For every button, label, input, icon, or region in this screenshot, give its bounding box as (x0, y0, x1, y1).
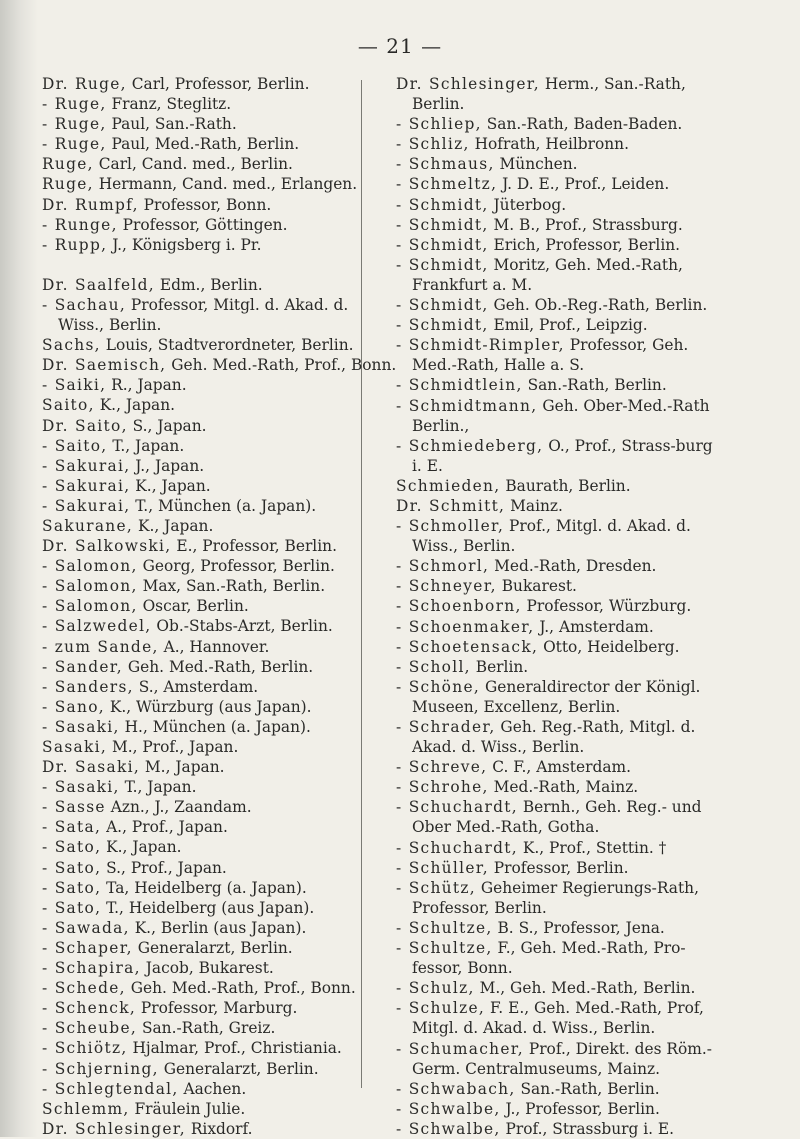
member-details: Jüterbog. (488, 195, 567, 214)
member-details: A., Prof., Japan. (101, 818, 228, 837)
member-entry (42, 858, 360, 878)
member-details: Franz, Steglitz. (106, 95, 232, 114)
member-details: F. E., Geh. Med.-Rath, Prof, Mitgl. d. Akad. d. Wiss., Berlin. (412, 999, 704, 1038)
member-surname: - Schmidt, (396, 255, 489, 274)
member-details: Geh. Med.-Rath, Prof., Bonn. (166, 356, 397, 375)
member-details: Erich, Professor, Berlin. (488, 235, 681, 254)
member-entry (396, 154, 718, 174)
member-entry (396, 777, 718, 797)
member-surname: - Salomon, (42, 557, 138, 576)
member-entry (396, 335, 718, 375)
member-entry (396, 998, 718, 1038)
member-details: Ta, Heidelberg (a. Japan). (101, 878, 307, 897)
member-details: Professor, Marburg. (136, 999, 298, 1018)
member-details: J., Japan. (130, 456, 205, 475)
member-entry (42, 677, 360, 697)
member-details: Carl, Professor, Berlin. (126, 75, 310, 93)
member-entry (42, 516, 360, 536)
member-entry (42, 335, 360, 355)
member-surname: - Schrohe, (396, 778, 489, 797)
member-entry (396, 757, 718, 777)
member-entry (396, 114, 718, 134)
member-details: M., Japan. (140, 758, 225, 777)
member-surname: Dr. Salkowski, (42, 537, 172, 556)
member-surname: - Schmidt, (396, 316, 489, 335)
member-entry (42, 436, 360, 456)
member-details: T., München (a. Japan). (130, 496, 317, 515)
member-surname: - Schliz, (396, 135, 470, 154)
member-surname: Sakurane, (42, 516, 134, 535)
member-entry (396, 1039, 718, 1079)
member-surname: Ruge, (42, 175, 94, 194)
member-entry (42, 174, 360, 194)
member-details: München. (494, 155, 578, 174)
member-surname: Dr. Saemisch, (42, 356, 167, 375)
member-entry (42, 837, 360, 857)
member-entry (396, 195, 718, 215)
member-surname: - Schreve, (396, 758, 488, 777)
member-surname: - Schöne, (396, 677, 481, 696)
left-column (42, 74, 397, 1139)
member-details: Louis, Stadtverordneter, Berlin. (100, 336, 354, 355)
member-details: E., Professor, Berlin. (171, 537, 337, 556)
member-entry (42, 375, 360, 395)
member-surname: - Schulz, (396, 979, 475, 998)
member-details: Generaldirector der Königl. Museen, Excellenz, Berlin. (412, 677, 701, 716)
member-details: R., Japan. (106, 376, 187, 395)
member-entry (396, 215, 718, 235)
member-details: J. D. E., Prof., Leiden. (497, 175, 670, 194)
member-surname: - Schumacher, (396, 1039, 524, 1058)
member-surname: - Schjerning, (42, 1059, 159, 1078)
member-details: Professor, Berlin. (488, 858, 629, 877)
member-surname: - Schlegtendal, (42, 1079, 179, 1098)
member-surname: - Schwalbe, (396, 1099, 501, 1118)
member-details: K., Berlin (aus Japan). (129, 918, 307, 937)
member-entry (42, 1018, 360, 1038)
member-entry (396, 858, 718, 878)
member-entry (42, 918, 360, 938)
member-surname: - Sasaki, (42, 717, 120, 736)
member-entry (396, 938, 718, 978)
member-surname: - Runge, (42, 215, 118, 234)
member-surname: - Schiötz, (42, 1039, 128, 1058)
member-entry (42, 476, 360, 496)
member-details: Med.-Rath, Dresden. (489, 557, 657, 576)
member-surname: - Schmidtmann, (396, 396, 538, 415)
member-surname: Dr. Schlesinger, (42, 1119, 186, 1138)
member-details: T., Heidelberg (aus Japan). (101, 898, 315, 917)
member-surname: - Sakurai, (42, 456, 131, 475)
member-surname: - Sato, (42, 858, 102, 877)
member-details: Generalarzt, Berlin. (132, 938, 293, 957)
member-details: Med.-Rath, Mainz. (488, 778, 639, 797)
member-entry (396, 476, 718, 496)
member-surname: - Schaper, (42, 938, 133, 957)
member-details: Edm., Berlin. (154, 275, 263, 294)
member-entry (42, 717, 360, 737)
member-surname: - Sasse (42, 798, 106, 817)
member-details: Oscar, Berlin. (137, 597, 249, 616)
member-details: Emil, Prof., Leipzig. (488, 316, 648, 335)
member-entry (42, 1099, 360, 1119)
member-details: M., Geh. Med.-Rath, Berlin. (474, 979, 696, 998)
member-surname: - Salomon, (42, 597, 138, 616)
member-surname: - Schneyer, (396, 577, 497, 596)
member-entry (396, 797, 718, 837)
member-details: S., Prof., Japan. (101, 858, 227, 877)
member-details: Moritz, Geh. Med.-Rath, Frankfurt a. M. (412, 255, 683, 294)
member-details: Professor, Geh. Med.-Rath, Halle a. S. (412, 336, 689, 375)
member-entry (396, 174, 718, 194)
member-surname: - Schmaus, (396, 155, 495, 174)
member-surname: - Schenck, (42, 999, 137, 1018)
member-entry (42, 94, 360, 114)
member-surname: - Schmidt-Rimpler, (396, 336, 565, 355)
member-surname: - Sakurai, (42, 496, 131, 515)
member-details: San.-Rath, Greiz. (137, 1019, 276, 1038)
member-details: C. F., Amsterdam. (487, 758, 631, 777)
member-entry (396, 576, 718, 596)
member-entry (42, 1079, 360, 1099)
member-entry (42, 215, 360, 235)
member-surname: - Schrader, (396, 718, 496, 736)
member-details: Aachen. (178, 1079, 247, 1098)
member-entry (396, 838, 718, 858)
member-surname: - Sata, (42, 818, 102, 837)
member-surname: - Schüller, (396, 858, 489, 877)
member-entry (396, 677, 718, 717)
member-surname: - Rupp, (42, 235, 108, 254)
member-surname: - Ruge, (42, 135, 107, 154)
member-details: Geheimer Regierungs-Rath, Professor, Berlin. (412, 878, 699, 917)
member-entry (42, 496, 360, 516)
member-entry (396, 436, 718, 476)
member-entry (396, 1099, 718, 1119)
member-surname: - Sato, (42, 898, 102, 917)
member-surname: - Sakurai, (42, 476, 131, 495)
member-surname: Saito, (42, 396, 95, 415)
member-surname: Dr. Ruge, (42, 75, 127, 93)
member-entry (42, 697, 360, 717)
member-details: B. S., Professor, Jena. (492, 918, 665, 937)
member-entry (42, 797, 360, 817)
member-surname: Sasaki, (42, 738, 108, 756)
member-surname: Dr. Schmitt, (396, 496, 506, 515)
member-entry (42, 114, 360, 134)
member-surname: - Schede, (42, 979, 126, 998)
member-details: Berlin. (470, 657, 529, 676)
member-entry (42, 355, 397, 375)
member-entry (42, 978, 360, 998)
member-details: Mainz. (505, 496, 563, 515)
member-details: J., Professor, Berlin. (500, 1099, 660, 1118)
member-entry (396, 717, 718, 757)
member-details: Herm., San.-Rath, Berlin. (412, 75, 686, 114)
member-entry (42, 817, 360, 837)
member-details: Prof., Mitgl. d. Akad. d. Wiss., Berlin. (412, 517, 691, 556)
member-entry (396, 1119, 718, 1139)
member-details: Geh. Med.-Rath, Berlin. (122, 657, 314, 676)
member-entry (42, 295, 360, 335)
member-details: Max, San.-Rath, Berlin. (137, 577, 326, 596)
member-details: F., Geh. Med.-Rath, Pro-fessor, Bonn. (412, 939, 686, 978)
member-details: O., Prof., Strass-burg i. E. (412, 436, 713, 475)
member-surname: - Schultze, (396, 939, 493, 958)
member-surname: - Sanders, (42, 677, 134, 696)
member-surname: Dr. Sasaki, (42, 758, 141, 777)
member-details: Prof., Direkt. des Röm.-Germ. Centralmuseums, Mainz. (412, 1039, 712, 1078)
member-entry (396, 918, 718, 938)
member-surname: - Schmidtlein, (396, 376, 523, 395)
page-number: — 21 — (357, 34, 443, 58)
member-surname: - Schwalbe, (396, 1119, 501, 1138)
member-details: J., Amsterdam. (534, 617, 654, 636)
member-entry (396, 978, 718, 998)
member-surname: - Schmidt, (396, 195, 489, 214)
member-surname: - Saito, (42, 436, 108, 455)
member-details: Geh. Reg.-Rath, Mitgl. d. Akad. d. Wiss., Berlin. (412, 718, 696, 757)
member-entry (396, 315, 718, 335)
member-surname: - Schuchardt, (396, 798, 518, 817)
member-entry (396, 134, 718, 154)
member-entry (42, 757, 360, 777)
member-entry (42, 275, 360, 295)
member-details: K., Japan. (130, 476, 211, 495)
member-details: Paul, Med.-Rath, Berlin. (106, 135, 300, 154)
member-surname: - Schoenborn, (396, 597, 522, 616)
member-details: Paul, San.-Rath. (106, 115, 237, 134)
member-surname: - Sato, (42, 838, 102, 857)
member-details: Fräulein Julie. (129, 1099, 246, 1118)
member-details: Generalarzt, Berlin. (158, 1059, 319, 1078)
member-details: Otto, Heidelberg. (538, 637, 680, 656)
member-details: Professor, Bonn. (138, 195, 272, 214)
member-surname: - Schmeltz, (396, 175, 498, 194)
column-divider (361, 80, 362, 1088)
member-surname: - Sander, (42, 657, 123, 676)
member-entry (396, 396, 718, 436)
member-surname: - Scholl, (396, 657, 471, 676)
member-entry (42, 1119, 360, 1139)
member-entry (396, 556, 718, 576)
member-entry (42, 456, 360, 476)
page-edge-shadow (0, 0, 38, 1137)
member-entry (396, 235, 718, 255)
member-entry (42, 958, 360, 978)
member-details: San.-Rath, Baden-Baden. (481, 115, 683, 134)
member-entry (42, 536, 360, 556)
member-details: Rixdorf. (185, 1119, 253, 1138)
member-surname: Dr. Rumpf, (42, 195, 139, 214)
member-surname: - Schmidt, (396, 235, 489, 254)
member-details: Geh. Med.-Rath, Prof., Bonn. (125, 979, 356, 998)
member-details: Georg, Professor, Berlin. (137, 557, 335, 576)
member-entry (396, 255, 718, 295)
member-entry (396, 375, 718, 395)
member-entry (42, 556, 360, 576)
member-details: Ob.-Stabs-Arzt, Berlin. (151, 617, 333, 636)
member-entry (42, 637, 360, 657)
member-details: Baurath, Berlin. (500, 476, 631, 495)
member-entry (42, 1059, 360, 1079)
member-details: Professor, Würzburg. (521, 597, 692, 616)
member-entry (396, 657, 718, 677)
member-details: Jacob, Bukarest. (140, 959, 274, 978)
member-surname: - Schultze, (396, 918, 493, 937)
member-surname: - Salzwedel, (42, 617, 152, 636)
member-details: M. B., Prof., Strassburg. (488, 215, 683, 234)
member-surname: - Sasaki, (42, 778, 120, 797)
member-surname: - Schuchardt, (396, 838, 518, 857)
member-entry (42, 576, 360, 596)
member-details: San.-Rath, Berlin. (522, 376, 667, 395)
member-entry (42, 416, 360, 436)
member-details: K., Japan. (133, 516, 214, 535)
member-surname: Dr. Saito, (42, 416, 128, 435)
member-entry (396, 617, 718, 637)
member-entry (396, 878, 718, 918)
member-details: K., Japan. (101, 838, 182, 857)
member-entry (42, 1038, 360, 1058)
member-surname: - Schulze, (396, 999, 486, 1018)
member-surname: Schlemm, (42, 1099, 130, 1118)
member-details: T., Japan. (119, 778, 197, 797)
member-details: Geh. Ob.-Reg.-Rath, Berlin. (488, 296, 708, 315)
member-entry (42, 74, 360, 94)
member-surname: Dr. Schlesinger, (396, 75, 540, 93)
member-surname: - Salomon, (42, 577, 138, 596)
member-entry (42, 616, 360, 636)
member-surname: - Sato, (42, 878, 102, 897)
member-details: A., Hannover. (158, 637, 270, 656)
member-details: M., Prof., Japan. (107, 738, 239, 756)
member-details: San.-Rath, Berlin. (515, 1079, 660, 1098)
member-details: Bukarest. (496, 577, 577, 596)
member-details: Bernh., Geh. Reg.- und Ober Med.-Rath, Gotha. (412, 798, 702, 837)
member-entry (42, 195, 360, 215)
member-entry (42, 998, 360, 1018)
member-details: Azn., J., Zaandam. (105, 798, 252, 817)
member-surname: - Saiki, (42, 376, 107, 395)
member-surname: - zum Sande, (42, 637, 159, 656)
member-surname: Dr. Saalfeld, (42, 275, 155, 294)
member-details: Geh. Ober-Med.-Rath Berlin., (412, 396, 710, 435)
member-details: K., Prof., Stettin. † (517, 838, 667, 857)
member-details: Hermann, Cand. med., Erlangen. (93, 175, 358, 194)
member-surname: - Schoenmaker, (396, 617, 535, 636)
member-surname: - Schütz, (396, 878, 476, 897)
member-surname: - Ruge, (42, 115, 107, 134)
member-entry (42, 596, 360, 616)
member-surname: - Schmoller, (396, 517, 505, 536)
member-surname: Sachs, (42, 336, 101, 355)
member-entry (396, 74, 718, 114)
member-surname: Ruge, (42, 155, 94, 174)
member-surname: - Schoetensack, (396, 637, 539, 656)
member-details: Prof., Strassburg i. E. (500, 1119, 675, 1138)
member-details: J., Königsberg i. Pr. (107, 235, 262, 254)
member-entry (42, 737, 360, 757)
member-surname: - Schliep, (396, 115, 482, 134)
member-details: K., Würzburg (aus Japan). (104, 697, 312, 716)
member-details: K., Japan. (94, 396, 176, 415)
member-surname: - Schmidt, (396, 296, 489, 315)
member-entry (42, 154, 360, 174)
member-surname: - Scheube, (42, 1019, 138, 1038)
member-entry (396, 1079, 718, 1099)
member-entry (396, 295, 718, 315)
member-entry (396, 516, 718, 556)
right-column (396, 74, 718, 1139)
member-entry (42, 878, 360, 898)
member-details: Hjalmar, Prof., Christiania. (127, 1039, 342, 1058)
member-entry (42, 938, 360, 958)
member-surname: - Schmiedeberg, (396, 436, 544, 455)
member-details: T., Japan. (107, 436, 185, 455)
member-surname: - Sano, (42, 697, 105, 716)
member-surname: - Schmidt, (396, 215, 489, 234)
member-details: Professor, Göttingen. (117, 215, 288, 234)
member-entry (42, 235, 360, 255)
member-details: S., Amsterdam. (133, 677, 259, 696)
member-entry (42, 657, 360, 677)
member-surname: Schmieden, (396, 476, 501, 495)
member-entry (396, 596, 718, 616)
member-entry (42, 134, 360, 154)
member-entry (396, 496, 718, 516)
member-surname: - Ruge, (42, 95, 107, 114)
member-entry (42, 395, 360, 415)
member-surname: - Schapira, (42, 959, 141, 978)
member-details: S., Japan. (127, 416, 207, 435)
member-details: Professor, Mitgl. d. Akad. d. Wiss., Berlin. (58, 295, 349, 335)
member-details: Carl, Cand. med., Berlin. (93, 155, 293, 174)
member-surname: - Schmorl, (396, 557, 490, 576)
member-entry (42, 898, 360, 918)
member-details: H., München (a. Japan). (119, 717, 311, 736)
member-entry (396, 637, 718, 657)
member-surname: - Schwabach, (396, 1079, 516, 1098)
member-details: Hofrath, Heilbronn. (469, 135, 629, 154)
member-surname: - Sachau, (42, 295, 127, 314)
member-entry (42, 777, 360, 797)
member-surname: - Sawada, (42, 918, 130, 937)
